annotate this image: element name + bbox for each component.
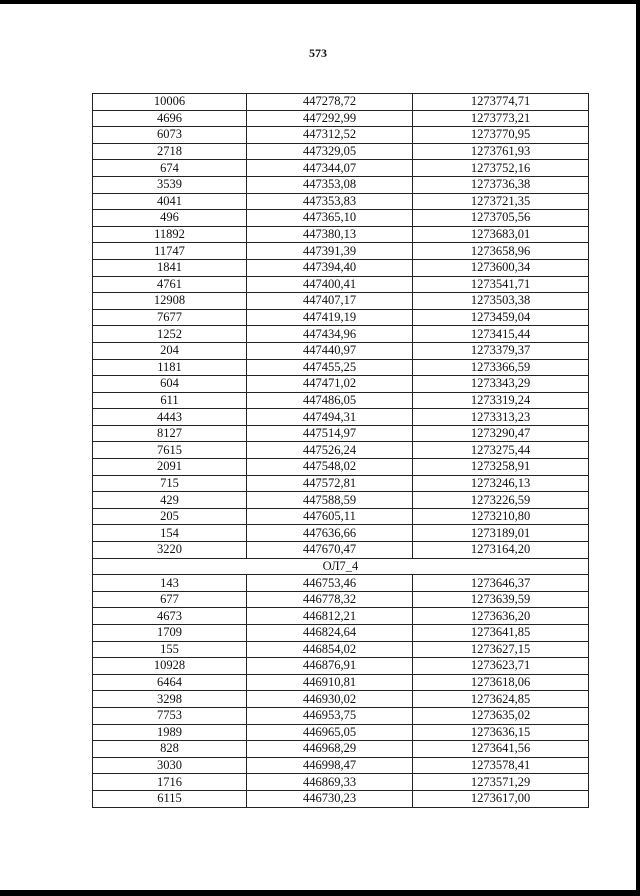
point-id-cell: 7677 bbox=[93, 309, 247, 326]
point-id-cell: 3539 bbox=[93, 176, 247, 193]
point-id-cell: 1989 bbox=[93, 724, 247, 741]
y-coordinate-cell: 1273319,24 bbox=[413, 392, 589, 409]
x-coordinate-cell: 446910,81 bbox=[247, 674, 413, 691]
point-id-cell: 1709 bbox=[93, 625, 247, 642]
table-row bbox=[93, 326, 589, 343]
y-coordinate-cell: 1273617,00 bbox=[413, 790, 589, 807]
y-coordinate-cell: 1273343,29 bbox=[413, 376, 589, 393]
y-coordinate-cell: 1273258,91 bbox=[413, 459, 589, 476]
table-row bbox=[93, 425, 589, 442]
x-coordinate-cell: 446953,75 bbox=[247, 707, 413, 724]
table-row bbox=[93, 608, 589, 625]
table-row bbox=[93, 392, 589, 409]
table-row bbox=[93, 376, 589, 393]
x-coordinate-cell: 447636,66 bbox=[247, 525, 413, 542]
y-coordinate-cell: 1273770,95 bbox=[413, 127, 589, 144]
table-row bbox=[93, 110, 589, 127]
table-row bbox=[93, 243, 589, 260]
x-coordinate-cell: 446812,21 bbox=[247, 608, 413, 625]
y-coordinate-cell: 1273736,38 bbox=[413, 176, 589, 193]
document-page bbox=[0, 4, 636, 890]
x-coordinate-cell: 447391,39 bbox=[247, 243, 413, 260]
y-coordinate-cell: 1273189,01 bbox=[413, 525, 589, 542]
coordinates-table bbox=[92, 93, 589, 808]
point-id-cell: 674 bbox=[93, 160, 247, 177]
point-id-cell: 1252 bbox=[93, 326, 247, 343]
point-id-cell: 677 bbox=[93, 591, 247, 608]
point-id-cell: 6115 bbox=[93, 790, 247, 807]
x-coordinate-cell: 447365,10 bbox=[247, 210, 413, 227]
table-row bbox=[93, 625, 589, 642]
point-id-cell: 496 bbox=[93, 210, 247, 227]
y-coordinate-cell: 1273459,04 bbox=[413, 309, 589, 326]
table-row bbox=[93, 658, 589, 675]
point-id-cell: 3220 bbox=[93, 542, 247, 559]
table-row bbox=[93, 409, 589, 426]
table-row bbox=[93, 94, 589, 111]
point-id-cell: 1181 bbox=[93, 359, 247, 376]
section-title: ОЛ7_4 bbox=[93, 558, 589, 575]
point-id-cell: 3030 bbox=[93, 757, 247, 774]
x-coordinate-cell: 447353,08 bbox=[247, 176, 413, 193]
table-row bbox=[93, 210, 589, 227]
x-coordinate-cell: 446730,23 bbox=[247, 790, 413, 807]
y-coordinate-cell: 1273623,71 bbox=[413, 658, 589, 675]
coordinates-table-body bbox=[93, 94, 589, 808]
x-coordinate-cell: 447344,07 bbox=[247, 160, 413, 177]
point-id-cell: 8127 bbox=[93, 425, 247, 442]
point-id-cell: 604 bbox=[93, 376, 247, 393]
table-row bbox=[93, 724, 589, 741]
x-coordinate-cell: 447588,59 bbox=[247, 492, 413, 509]
point-id-cell: 10006 bbox=[93, 94, 247, 111]
point-id-cell: 154 bbox=[93, 525, 247, 542]
y-coordinate-cell: 1273415,44 bbox=[413, 326, 589, 343]
y-coordinate-cell: 1273503,38 bbox=[413, 293, 589, 310]
point-id-cell: 4041 bbox=[93, 193, 247, 210]
y-coordinate-cell: 1273636,15 bbox=[413, 724, 589, 741]
x-coordinate-cell: 447486,05 bbox=[247, 392, 413, 409]
point-id-cell: 4696 bbox=[93, 110, 247, 127]
table-row bbox=[93, 127, 589, 144]
table-row bbox=[93, 475, 589, 492]
x-coordinate-cell: 446965,05 bbox=[247, 724, 413, 741]
table-row bbox=[93, 508, 589, 525]
x-coordinate-cell: 447407,17 bbox=[247, 293, 413, 310]
point-id-cell: 205 bbox=[93, 508, 247, 525]
table-row bbox=[93, 276, 589, 293]
y-coordinate-cell: 1273246,13 bbox=[413, 475, 589, 492]
x-coordinate-cell: 446778,32 bbox=[247, 591, 413, 608]
y-coordinate-cell: 1273721,35 bbox=[413, 193, 589, 210]
x-coordinate-cell: 446854,02 bbox=[247, 641, 413, 658]
table-row bbox=[93, 293, 589, 310]
x-coordinate-cell: 446876,91 bbox=[247, 658, 413, 675]
y-coordinate-cell: 1273624,85 bbox=[413, 691, 589, 708]
x-coordinate-cell: 447312,52 bbox=[247, 127, 413, 144]
y-coordinate-cell: 1273226,59 bbox=[413, 492, 589, 509]
x-coordinate-cell: 447419,19 bbox=[247, 309, 413, 326]
x-coordinate-cell: 447394,40 bbox=[247, 259, 413, 276]
y-coordinate-cell: 1273379,37 bbox=[413, 342, 589, 359]
table-row bbox=[93, 342, 589, 359]
point-id-cell: 12908 bbox=[93, 293, 247, 310]
x-coordinate-cell: 447605,11 bbox=[247, 508, 413, 525]
table-row bbox=[93, 691, 589, 708]
table-row bbox=[93, 741, 589, 758]
point-id-cell: 715 bbox=[93, 475, 247, 492]
x-coordinate-cell: 447353,83 bbox=[247, 193, 413, 210]
y-coordinate-cell: 1273646,37 bbox=[413, 575, 589, 592]
table-row bbox=[93, 442, 589, 459]
point-id-cell: 3298 bbox=[93, 691, 247, 708]
point-id-cell: 1716 bbox=[93, 774, 247, 791]
x-coordinate-cell: 446824,64 bbox=[247, 625, 413, 642]
y-coordinate-cell: 1273164,20 bbox=[413, 542, 589, 559]
table-row bbox=[93, 492, 589, 509]
point-id-cell: 7753 bbox=[93, 707, 247, 724]
table-row bbox=[93, 641, 589, 658]
table-row bbox=[93, 591, 589, 608]
table-row bbox=[93, 459, 589, 476]
y-coordinate-cell: 1273774,71 bbox=[413, 94, 589, 111]
table-row bbox=[93, 525, 589, 542]
x-coordinate-cell: 447380,13 bbox=[247, 226, 413, 243]
x-coordinate-cell: 446930,02 bbox=[247, 691, 413, 708]
x-coordinate-cell: 446869,33 bbox=[247, 774, 413, 791]
x-coordinate-cell: 447400,41 bbox=[247, 276, 413, 293]
y-coordinate-cell: 1273618,06 bbox=[413, 674, 589, 691]
point-id-cell: 429 bbox=[93, 492, 247, 509]
x-coordinate-cell: 447292,99 bbox=[247, 110, 413, 127]
point-id-cell: 611 bbox=[93, 392, 247, 409]
table-row bbox=[93, 259, 589, 276]
y-coordinate-cell: 1273658,96 bbox=[413, 243, 589, 260]
point-id-cell: 204 bbox=[93, 342, 247, 359]
y-coordinate-cell: 1273641,56 bbox=[413, 741, 589, 758]
table-row bbox=[93, 143, 589, 160]
x-coordinate-cell: 447514,97 bbox=[247, 425, 413, 442]
table-row bbox=[93, 160, 589, 177]
x-coordinate-cell: 447494,31 bbox=[247, 409, 413, 426]
table-row bbox=[93, 757, 589, 774]
table-row bbox=[93, 674, 589, 691]
x-coordinate-cell: 447278,72 bbox=[247, 94, 413, 111]
point-id-cell: 6073 bbox=[93, 127, 247, 144]
y-coordinate-cell: 1273639,59 bbox=[413, 591, 589, 608]
x-coordinate-cell: 447329,05 bbox=[247, 143, 413, 160]
x-coordinate-cell: 446998,47 bbox=[247, 757, 413, 774]
table-row bbox=[93, 176, 589, 193]
point-id-cell: 4443 bbox=[93, 409, 247, 426]
table-row bbox=[93, 309, 589, 326]
page-number: 573 bbox=[309, 46, 327, 60]
x-coordinate-cell: 447434,96 bbox=[247, 326, 413, 343]
table-row bbox=[93, 774, 589, 791]
x-coordinate-cell: 447548,02 bbox=[247, 459, 413, 476]
table-row bbox=[93, 707, 589, 724]
point-id-cell: 1841 bbox=[93, 259, 247, 276]
y-coordinate-cell: 1273641,85 bbox=[413, 625, 589, 642]
y-coordinate-cell: 1273275,44 bbox=[413, 442, 589, 459]
y-coordinate-cell: 1273210,80 bbox=[413, 508, 589, 525]
point-id-cell: 11747 bbox=[93, 243, 247, 260]
point-id-cell: 2718 bbox=[93, 143, 247, 160]
x-coordinate-cell: 447526,24 bbox=[247, 442, 413, 459]
point-id-cell: 4673 bbox=[93, 608, 247, 625]
section-header-row bbox=[93, 558, 589, 575]
y-coordinate-cell: 1273366,59 bbox=[413, 359, 589, 376]
point-id-cell: 7615 bbox=[93, 442, 247, 459]
x-coordinate-cell: 447670,47 bbox=[247, 542, 413, 559]
y-coordinate-cell: 1273635,02 bbox=[413, 707, 589, 724]
table-row bbox=[93, 542, 589, 559]
x-coordinate-cell: 446753,46 bbox=[247, 575, 413, 592]
y-coordinate-cell: 1273636,20 bbox=[413, 608, 589, 625]
point-id-cell: 4761 bbox=[93, 276, 247, 293]
point-id-cell: 828 bbox=[93, 741, 247, 758]
x-coordinate-cell: 447471,02 bbox=[247, 376, 413, 393]
x-coordinate-cell: 447455,25 bbox=[247, 359, 413, 376]
x-coordinate-cell: 447440,97 bbox=[247, 342, 413, 359]
y-coordinate-cell: 1273571,29 bbox=[413, 774, 589, 791]
point-id-cell: 6464 bbox=[93, 674, 247, 691]
table-row bbox=[93, 790, 589, 807]
y-coordinate-cell: 1273313,23 bbox=[413, 409, 589, 426]
table-row bbox=[93, 359, 589, 376]
y-coordinate-cell: 1273578,41 bbox=[413, 757, 589, 774]
y-coordinate-cell: 1273752,16 bbox=[413, 160, 589, 177]
y-coordinate-cell: 1273600,34 bbox=[413, 259, 589, 276]
point-id-cell: 11892 bbox=[93, 226, 247, 243]
table-row bbox=[93, 226, 589, 243]
y-coordinate-cell: 1273627,15 bbox=[413, 641, 589, 658]
y-coordinate-cell: 1273761,93 bbox=[413, 143, 589, 160]
table-row bbox=[93, 575, 589, 592]
point-id-cell: 2091 bbox=[93, 459, 247, 476]
y-coordinate-cell: 1273683,01 bbox=[413, 226, 589, 243]
y-coordinate-cell: 1273773,21 bbox=[413, 110, 589, 127]
x-coordinate-cell: 447572,81 bbox=[247, 475, 413, 492]
y-coordinate-cell: 1273705,56 bbox=[413, 210, 589, 227]
point-id-cell: 155 bbox=[93, 641, 247, 658]
point-id-cell: 10928 bbox=[93, 658, 247, 675]
y-coordinate-cell: 1273541,71 bbox=[413, 276, 589, 293]
point-id-cell: 143 bbox=[93, 575, 247, 592]
table-row bbox=[93, 193, 589, 210]
x-coordinate-cell: 446968,29 bbox=[247, 741, 413, 758]
y-coordinate-cell: 1273290,47 bbox=[413, 425, 589, 442]
